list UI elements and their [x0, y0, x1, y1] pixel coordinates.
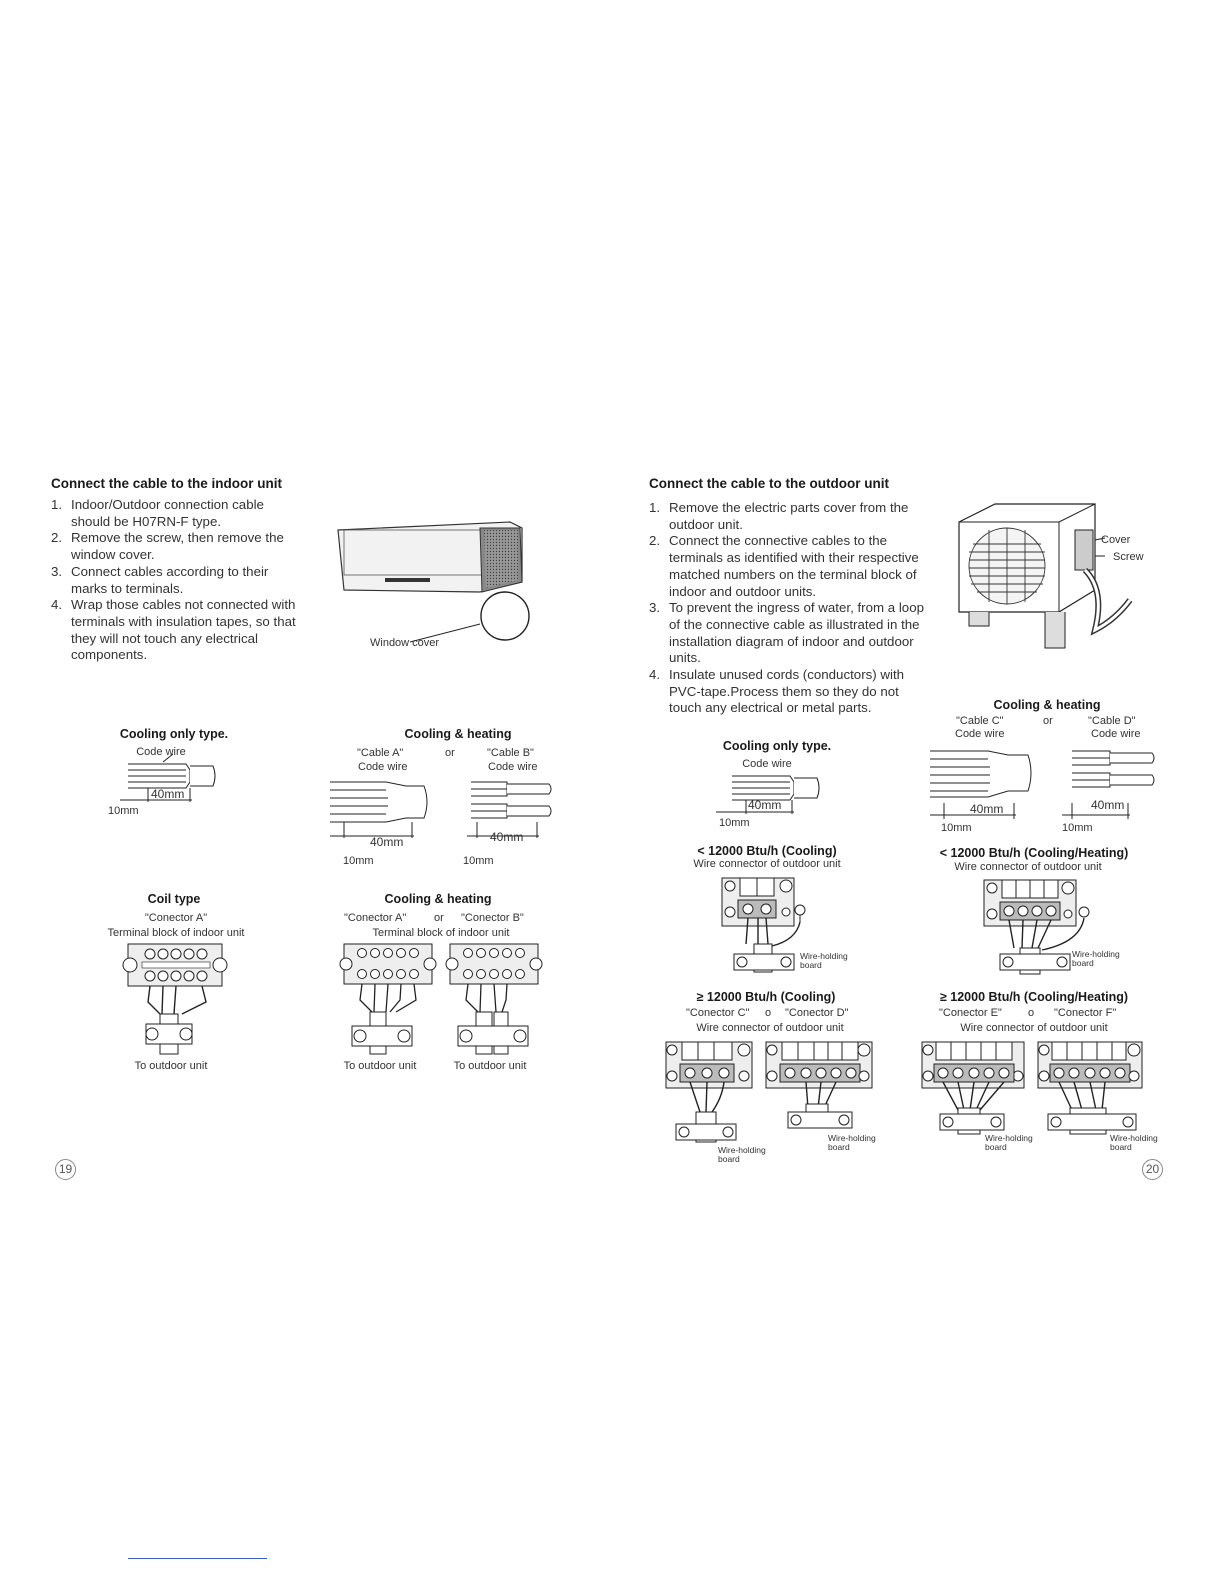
code-wire-label: Code wire — [136, 746, 186, 758]
dim-10mm: 10mm — [941, 822, 972, 834]
connector-a-label: "Conector A" — [144, 912, 208, 924]
list-item: 4. Insulate unused cords (conductors) with PVC-tape.Process them so they do not touch any electrical or metal parts. — [649, 667, 905, 716]
or-label: or — [1043, 715, 1053, 727]
wire-connector-label: Wire connector of outdoor unit — [960, 1022, 1108, 1034]
dim-40mm: 40mm — [370, 835, 404, 849]
code-wire-label: Code wire — [488, 761, 538, 773]
connector-c-label: "Conector C" — [686, 1007, 750, 1019]
terminal-block-diagram-a — [338, 942, 438, 1062]
list-item: 4. Wrap those cables not connected with terminals with insulation tapes, so that they will not touch any electrical components. — [51, 597, 296, 663]
page-number: 19 — [55, 1159, 76, 1180]
code-wire-label: Code wire — [955, 728, 1005, 740]
o-label: o — [1028, 1007, 1035, 1019]
right-section-title: Connect the cable to the outdoor unit — [649, 476, 889, 491]
left-steps-list — [51, 497, 299, 664]
code-wire-label: Code wire — [358, 761, 408, 773]
wire-holding-board-label: Wire-holding board — [828, 1133, 876, 1152]
dim-10mm: 10mm — [108, 805, 139, 817]
left-cooling-heating-title: Cooling & heating — [404, 727, 512, 741]
wire-holding-board-label: Wire-holding board — [718, 1145, 766, 1164]
screw-label: Screw — [1113, 551, 1144, 563]
connector-b-label: "Conector B" — [461, 912, 524, 924]
large-heating-connector-e-diagram — [918, 1038, 1030, 1138]
wire-holding-board-label: Wire-holding board — [985, 1133, 1033, 1152]
window-cover-label: Window cover — [370, 637, 440, 649]
wire-connector-label: Wire connector of outdoor unit — [954, 861, 1102, 873]
dim-10mm: 10mm — [1062, 822, 1093, 834]
terminal-block-diagram-b — [444, 942, 544, 1062]
large-heating-connector-f-diagram — [1034, 1038, 1146, 1138]
dim-40mm: 40mm — [151, 787, 185, 801]
list-item: 2. Remove the screw, then remove the window cover. — [51, 530, 284, 563]
cover-label: Cover — [1101, 534, 1131, 546]
terminal-block-label: Terminal block of indoor unit — [107, 927, 245, 939]
large-cooling-title: ≥ 12000 Btu/h (Cooling) — [696, 990, 836, 1004]
to-outdoor-label: To outdoor unit — [453, 1060, 527, 1072]
left-section-title: Connect the cable to the indoor unit — [51, 476, 282, 491]
to-outdoor-label: To outdoor unit — [134, 1060, 208, 1072]
terminal-block-diagram — [120, 942, 230, 1062]
or-label: or — [434, 912, 444, 924]
dim-40mm: 40mm — [748, 798, 782, 812]
right-cooling-heating-title: Cooling & heating — [993, 698, 1101, 712]
coil-type-title: Coil type — [147, 892, 201, 906]
terminal-block-label: Terminal block of indoor unit — [372, 927, 510, 939]
code-wire-label: Code wire — [742, 758, 792, 770]
left-cooling-only-title: Cooling only type. — [119, 727, 229, 741]
cable-b-label: "Cable B" — [487, 747, 534, 759]
connector-e-label: "Conector E" — [939, 1007, 1002, 1019]
dim-40mm: 40mm — [1091, 798, 1125, 812]
list-item: 1. Indoor/Outdoor connection cable should be H07RN-F type. — [51, 497, 264, 529]
dim-10mm: 10mm — [719, 817, 750, 829]
or-label: or — [445, 747, 455, 759]
wire-connector-label: Wire connector of outdoor unit — [693, 858, 841, 870]
list-item: 1. Remove the electric parts cover from the outdoor unit. — [649, 500, 909, 532]
cable-d-label: "Cable D" — [1088, 715, 1136, 727]
wire-holding-board-label: Wire-holding board — [1110, 1133, 1158, 1152]
left-cooling-heating-terminal-title: Cooling & heating — [384, 892, 492, 906]
wire-connector-label: Wire connector of outdoor unit — [696, 1022, 844, 1034]
wire-holding-board-label: Wire-holding board — [800, 951, 848, 970]
o-label: o — [765, 1007, 772, 1019]
page-number: 20 — [1142, 1159, 1163, 1180]
connector-a-label: "Conector A" — [344, 912, 407, 924]
connector-d-label: "Conector D" — [785, 1007, 849, 1019]
large-heating-title: ≥ 12000 Btu/h (Cooling/Heating) — [939, 990, 1129, 1004]
cable-b-strip-diagram — [457, 776, 557, 836]
outdoor-unit-illustration — [955, 500, 1145, 660]
small-heating-title: < 12000 Btu/h (Cooling/Heating) — [939, 846, 1129, 860]
dim-10mm: 10mm — [463, 855, 494, 867]
dim-10mm: 10mm — [343, 855, 374, 867]
dim-40mm: 40mm — [490, 830, 524, 844]
large-cooling-connector-c-diagram — [662, 1038, 762, 1148]
code-wire-label: Code wire — [1091, 728, 1141, 740]
connector-f-label: "Conector F" — [1054, 1007, 1117, 1019]
list-item: 3. Connect cables according to their marks to terminals. — [51, 563, 269, 596]
list-item: 3. To prevent the ingress of water, from a loop of the connective cable as illustrated in the installation diagram of indoor and outdoor units. — [649, 600, 924, 666]
wire-holding-board-label: Wire-holding board — [1072, 949, 1120, 968]
small-cooling-title: < 12000 Btu/h (Cooling) — [697, 844, 837, 858]
dim-40mm: 40mm — [970, 802, 1004, 816]
large-cooling-connector-d-diagram — [762, 1038, 878, 1138]
cable-a-strip-diagram — [326, 776, 456, 836]
right-steps-list — [649, 500, 931, 717]
footer-link-underline[interactable] — [128, 1558, 267, 1559]
cable-a-label: "Cable A" — [357, 747, 404, 759]
indoor-unit-illustration — [330, 520, 540, 655]
cable-c-label: "Cable C" — [956, 715, 1004, 727]
list-item: 2. Connect the connective cables to the terminals as identified with their respective matched numbers on the terminal block of indoor and outdoor units. — [649, 533, 919, 599]
right-cooling-only-title: Cooling only type. — [722, 739, 832, 753]
to-outdoor-label: To outdoor unit — [343, 1060, 417, 1072]
